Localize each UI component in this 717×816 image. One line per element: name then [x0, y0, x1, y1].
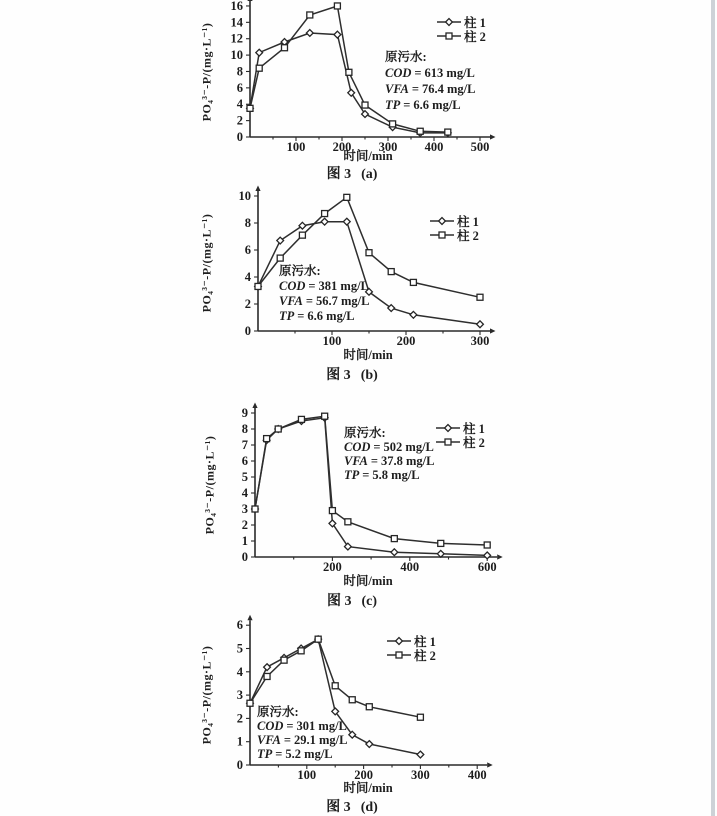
caption-figure-number: 图 3	[326, 594, 352, 609]
square-marker	[445, 439, 451, 445]
square-marker	[277, 255, 283, 261]
annotation-var-name: COD	[257, 719, 284, 733]
chart-caption	[326, 796, 378, 816]
annotation-value: 6.6 mg/L	[413, 98, 461, 112]
x-axis-label: 时间/min	[343, 348, 393, 362]
x-tick-label: 400	[424, 140, 444, 154]
x-tick-label: 100	[297, 768, 317, 782]
y-tick-label: 4	[236, 664, 243, 679]
y-tick-label: 2	[241, 518, 248, 532]
x-tick-label: 200	[396, 334, 416, 348]
square-marker	[396, 652, 402, 658]
y-tick-label: 0	[236, 130, 243, 144]
annotation-var-name: VFA	[257, 733, 281, 747]
x-tick-label: 600	[477, 560, 497, 574]
legend	[387, 634, 436, 662]
annotation-value: 5.2 mg/L	[285, 747, 333, 761]
annotation-line	[257, 733, 347, 747]
square-legend-marker-icon	[430, 230, 454, 240]
diamond-legend-marker-icon	[387, 636, 411, 646]
square-marker	[366, 250, 372, 256]
annotation-equals: =	[362, 468, 370, 482]
square-marker	[307, 12, 313, 18]
diamond-marker	[264, 664, 271, 671]
square-marker	[366, 704, 372, 710]
y-tick-label: 16	[230, 0, 243, 13]
square-marker	[477, 294, 483, 300]
annotation-equals: =	[403, 98, 411, 112]
square-marker	[252, 506, 258, 512]
annotation-value: 502 mg/L	[383, 440, 434, 454]
caption-part-letter: (b)	[360, 368, 378, 383]
square-marker	[281, 657, 287, 663]
square-marker	[446, 33, 452, 39]
annotation-equals: =	[283, 733, 291, 747]
square-legend-marker-icon	[387, 650, 411, 660]
diamond-marker	[477, 321, 484, 328]
y-tick-label: 3	[241, 502, 248, 516]
square-marker	[388, 269, 394, 275]
y-axis-arrow-icon	[255, 186, 260, 192]
annotation-equals: =	[370, 454, 378, 468]
legend-item	[437, 29, 486, 43]
y-tick-label: 5	[236, 641, 243, 656]
x-tick-label: 100	[322, 334, 342, 348]
chart-caption	[327, 163, 378, 183]
square-marker	[344, 194, 350, 200]
annotation-line	[279, 279, 369, 294]
annotation-line	[385, 65, 475, 81]
square-marker	[329, 508, 335, 514]
caption-figure-number: 图 3	[326, 167, 352, 182]
y-axis-label: PO₄³⁻-P/(mg·L⁻¹)	[202, 435, 217, 535]
annotation-var-name: TP	[344, 468, 360, 482]
square-marker	[438, 540, 444, 546]
legend-label: 柱 2	[464, 30, 486, 44]
diamond-marker	[306, 30, 313, 37]
y-tick-label: 4	[241, 486, 248, 500]
square-marker	[332, 683, 338, 689]
x-tick-label: 100	[286, 140, 306, 154]
legend-label: 柱 2	[457, 229, 479, 243]
caption-part-letter: (c)	[361, 594, 378, 609]
annotation-line	[257, 719, 347, 733]
square-marker	[484, 542, 490, 548]
caption-figure-number: 图 3	[326, 800, 351, 815]
x-axis-arrow-icon	[497, 554, 503, 559]
y-tick-label: 8	[236, 64, 243, 79]
annotation	[344, 426, 434, 482]
y-tick-label: 5	[241, 470, 248, 484]
diamond-marker	[391, 549, 398, 556]
annotation-title: 原污水:	[385, 50, 427, 64]
x-tick-label: 200	[354, 768, 373, 782]
caption-part-letter: (d)	[360, 800, 378, 815]
square-marker	[247, 105, 253, 111]
square-marker	[264, 673, 270, 679]
annotation-value: 381 mg/L	[318, 279, 369, 293]
diamond-marker	[439, 218, 446, 225]
legend-label: 柱 2	[414, 649, 436, 663]
annotation-equals: =	[305, 294, 313, 308]
annotation-equals: =	[373, 440, 381, 454]
x-tick-label: 300	[378, 140, 398, 154]
y-tick-label: 10	[238, 189, 251, 203]
y-tick-label: 2	[236, 113, 243, 128]
annotation-line	[344, 468, 434, 482]
square-marker	[417, 714, 423, 720]
square-marker	[410, 279, 416, 285]
square-marker	[349, 697, 355, 703]
square-marker	[299, 232, 305, 238]
square-marker	[315, 636, 321, 642]
y-tick-label: 6	[236, 618, 243, 633]
chart-caption	[326, 364, 378, 384]
x-tick-label: 200	[332, 140, 352, 154]
square-marker	[264, 436, 270, 442]
annotation-equals: =	[308, 279, 316, 293]
diamond-marker	[396, 638, 403, 645]
annotation	[279, 264, 369, 324]
y-axis-arrow-icon	[247, 615, 252, 621]
square-marker	[255, 283, 261, 289]
square-marker	[247, 700, 253, 706]
square-marker	[298, 416, 304, 422]
annotation-line	[385, 81, 475, 97]
square-marker	[322, 413, 328, 419]
legend-label: 柱 1	[457, 215, 479, 229]
square-marker	[282, 45, 288, 51]
diamond-marker	[410, 311, 417, 318]
annotation-var-name: VFA	[385, 82, 409, 96]
y-axis-label: PO₄³⁻-P/(mg·L⁻¹)	[199, 22, 214, 122]
annotation-equals: =	[297, 309, 305, 323]
diamond-marker	[437, 550, 444, 557]
x-tick-label: 300	[470, 334, 490, 348]
x-axis-arrow-icon	[487, 762, 493, 767]
annotation-line	[344, 454, 434, 468]
square-marker	[391, 536, 397, 542]
square-marker	[298, 648, 304, 654]
y-tick-label: 14	[230, 15, 243, 30]
y-axis-arrow-icon	[252, 403, 257, 409]
diamond-marker	[343, 218, 350, 225]
annotation-line	[257, 747, 347, 761]
annotation-line	[344, 440, 434, 454]
annotation-value: 37.8 mg/L	[381, 454, 435, 468]
y-axis-arrow-icon	[247, 0, 252, 1]
y-tick-label: 0	[241, 550, 248, 564]
y-tick-label: 6	[236, 80, 243, 95]
legend	[430, 214, 479, 242]
y-tick-label: 4	[244, 270, 251, 284]
annotation-var-name: COD	[385, 66, 412, 80]
legend-item	[436, 435, 485, 449]
annotation-var-name: TP	[279, 309, 295, 323]
y-tick-label: 3	[236, 688, 243, 703]
diamond-marker	[256, 49, 263, 56]
page-edge-line	[711, 0, 715, 816]
x-tick-label: 500	[470, 140, 490, 154]
diamond-legend-marker-icon	[430, 216, 454, 226]
diamond-legend-marker-icon	[436, 423, 460, 433]
x-axis-label: 时间/min	[343, 574, 393, 588]
annotation-value: 5.8 mg/L	[372, 468, 420, 482]
y-tick-label: 0	[236, 758, 243, 772]
diamond-marker	[366, 741, 373, 748]
y-axis-label: PO₄³⁻-P/(mg·L⁻¹)	[199, 645, 214, 745]
diamond-marker	[445, 425, 452, 432]
annotation-title: 原污水:	[279, 264, 321, 278]
y-tick-label: 8	[241, 422, 248, 436]
caption-part-letter: (a)	[361, 167, 378, 182]
square-marker	[362, 102, 368, 108]
y-tick-label: 2	[244, 297, 251, 311]
y-tick-label: 4	[236, 97, 243, 112]
square-marker	[390, 121, 396, 127]
annotation	[385, 49, 475, 113]
annotation-value: 613 mg/L	[424, 66, 475, 80]
annotation-equals: =	[275, 747, 283, 761]
x-tick-label: 400	[467, 768, 487, 782]
annotation-value: 6.6 mg/L	[307, 309, 355, 323]
y-tick-label: 6	[241, 454, 248, 468]
square-marker	[322, 211, 328, 217]
x-axis-arrow-icon	[490, 134, 496, 139]
diamond-legend-marker-icon	[437, 17, 461, 27]
annotation-title: 原污水:	[257, 705, 299, 719]
annotation-equals: =	[286, 719, 294, 733]
y-tick-label: 9	[241, 406, 248, 420]
annotation-line	[385, 97, 475, 113]
square-legend-marker-icon	[436, 437, 460, 447]
annotation-title: 原污水:	[344, 426, 386, 440]
y-tick-label: 12	[230, 31, 243, 46]
legend	[436, 421, 485, 449]
y-tick-label: 8	[244, 216, 251, 230]
y-tick-label: 2	[236, 711, 243, 726]
y-tick-label: 1	[241, 534, 248, 548]
y-axis-label: PO₄³⁻-P/(mg·L⁻¹)	[199, 213, 214, 313]
annotation-var-name: COD	[279, 279, 306, 293]
annotation	[257, 705, 347, 761]
square-marker	[275, 426, 281, 432]
legend-label: 柱 1	[463, 422, 485, 436]
annotation-var-name: COD	[344, 440, 371, 454]
y-tick-label: 1	[236, 734, 243, 749]
square-legend-marker-icon	[437, 31, 461, 41]
annotation-line	[279, 294, 369, 309]
square-marker	[334, 3, 340, 9]
y-tick-label: 7	[241, 438, 248, 452]
y-tick-label: 0	[244, 324, 251, 338]
square-marker	[439, 232, 445, 238]
annotation-var-name: TP	[257, 747, 273, 761]
chart-caption	[327, 590, 377, 610]
y-tick-label: 10	[230, 48, 243, 63]
annotation-value: 301 mg/L	[296, 719, 347, 733]
legend-item	[430, 228, 479, 242]
x-axis-arrow-icon	[490, 328, 496, 333]
legend-label: 柱 2	[463, 436, 485, 450]
legend-label: 柱 1	[464, 16, 486, 30]
square-marker	[417, 128, 423, 134]
annotation-value: 29.1 mg/L	[294, 733, 348, 747]
square-marker	[445, 129, 451, 135]
x-axis-label: 时间/min	[343, 149, 393, 163]
x-tick-label: 300	[411, 768, 430, 782]
caption-figure-number: 图 3	[326, 368, 351, 383]
annotation-line	[279, 309, 369, 324]
annotation-var-name: TP	[385, 98, 401, 112]
annotation-equals: =	[414, 66, 422, 80]
annotation-equals: =	[411, 82, 419, 96]
diamond-marker	[417, 751, 424, 758]
legend-item	[387, 648, 436, 662]
legend-label: 柱 1	[414, 635, 436, 649]
square-marker	[345, 519, 351, 525]
diamond-marker	[446, 19, 453, 26]
x-axis-label: 时间/min	[343, 781, 393, 795]
annotation-value: 56.7 mg/L	[316, 294, 370, 308]
annotation-value: 76.4 mg/L	[422, 82, 476, 96]
y-tick-label: 6	[244, 243, 251, 257]
annotation-var-name: VFA	[279, 294, 303, 308]
diamond-marker	[334, 31, 341, 38]
x-tick-label: 400	[400, 560, 420, 574]
square-marker	[256, 65, 262, 71]
annotation-var-name: VFA	[344, 454, 368, 468]
diamond-marker	[321, 218, 328, 225]
square-marker	[346, 69, 352, 75]
x-tick-label: 200	[323, 560, 342, 574]
legend	[437, 15, 486, 43]
